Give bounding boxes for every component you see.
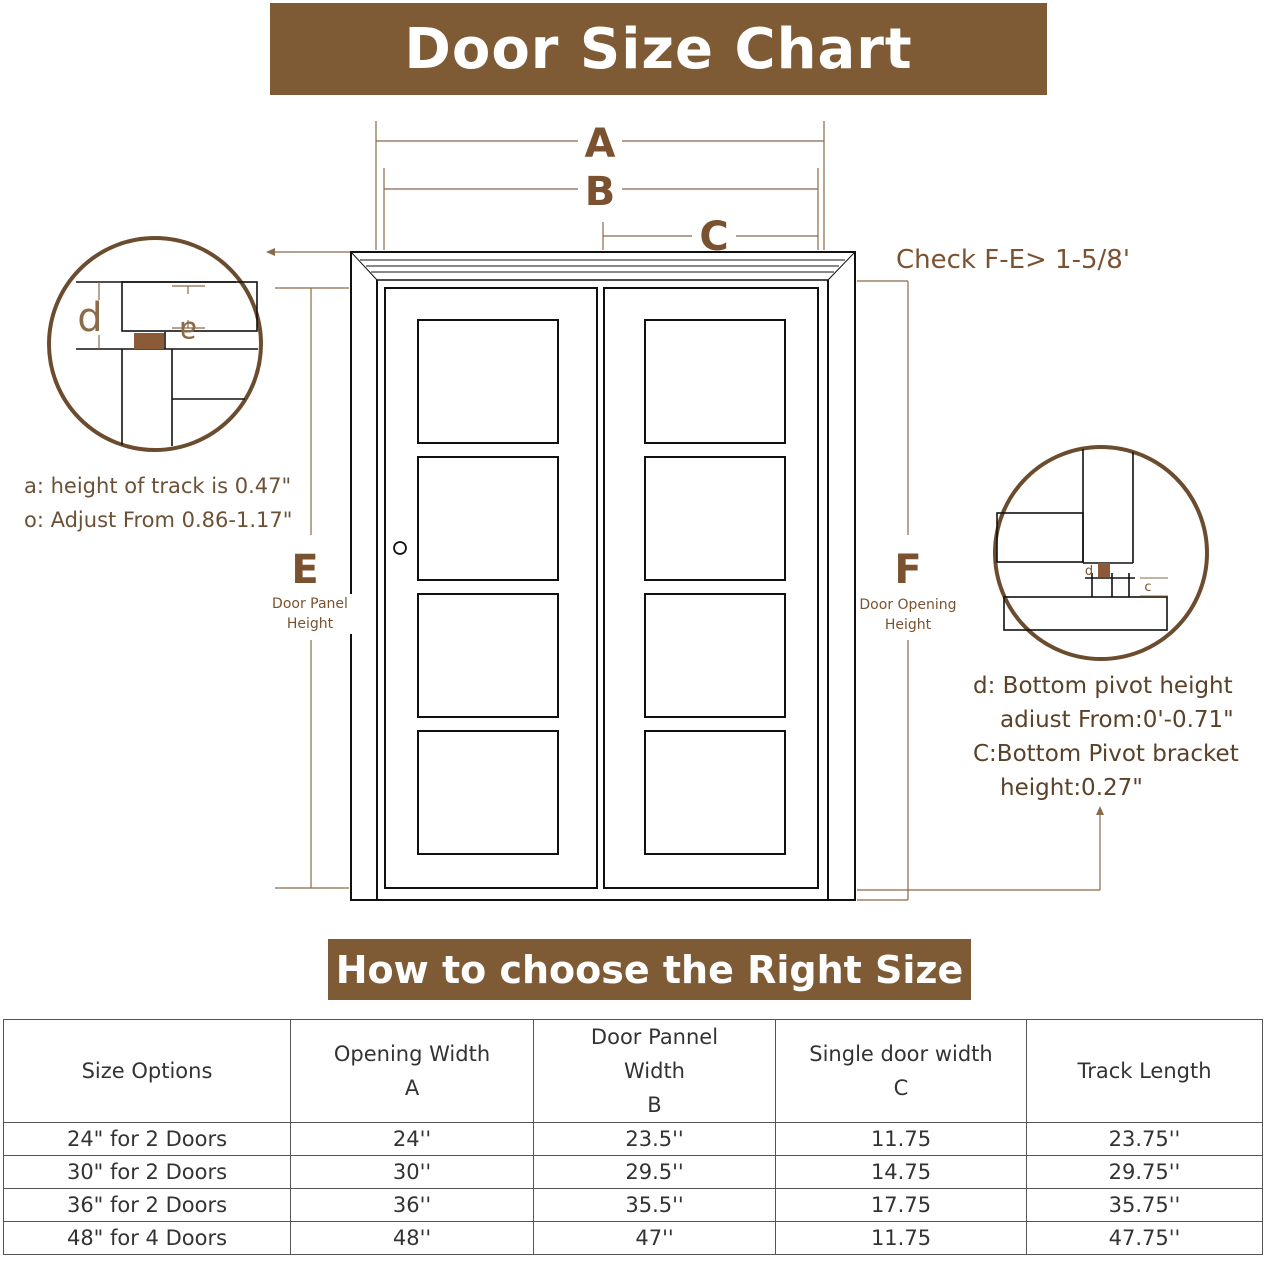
- detail-bottom-d-label: d: [1084, 564, 1094, 579]
- detail-pointer-arrow: [266, 248, 350, 256]
- subtitle: How to choose the Right Size: [335, 947, 964, 992]
- table-cell: 47'': [534, 1222, 776, 1255]
- table-header-row: [4, 1020, 1263, 1123]
- size-table: [3, 1019, 1263, 1255]
- header-panel-width: Door Pannel Width B: [534, 1020, 776, 1123]
- bracket-note: C:Bottom Pivot bracket: [973, 741, 1239, 767]
- track-height-note: a: height of track is 0.47": [24, 474, 292, 498]
- table-cell: 24'': [291, 1123, 534, 1156]
- table-cell: 17.75: [776, 1189, 1027, 1222]
- door-panel-height-caption: Door Panel Height: [262, 594, 358, 634]
- table-cell: 36" for 2 Doors: [4, 1189, 291, 1222]
- table-cell: 24" for 2 Doors: [4, 1123, 291, 1156]
- left-door-panel: [385, 288, 597, 888]
- dimension-f-label: F: [894, 547, 922, 593]
- table-row: [4, 1156, 1263, 1189]
- table-cell: 29.5'': [534, 1156, 776, 1189]
- top-track-detail: [49, 238, 261, 450]
- header-track-length: Track Length: [1027, 1020, 1263, 1123]
- dimension-c-label: C: [699, 214, 729, 260]
- bottom-pivot-detail: [995, 447, 1207, 659]
- table-row: [4, 1123, 1263, 1156]
- bracket-height-note: height:0.27": [1000, 775, 1143, 801]
- pivot-adjust-note: adiust From:0'-0.71": [1000, 707, 1234, 733]
- table-cell: 23.75'': [1027, 1123, 1263, 1156]
- adjust-range-note: o: Adjust From 0.86-1.17": [24, 508, 293, 532]
- chart-title: Door Size Chart: [404, 16, 913, 82]
- check-note: Check F-E> 1-5/8': [896, 245, 1130, 275]
- table-cell: 11.75: [776, 1123, 1027, 1156]
- table-cell: 47.75'': [1027, 1222, 1263, 1255]
- detail-bottom-c-label: c: [1144, 580, 1152, 595]
- table-cell: 11.75: [776, 1222, 1027, 1255]
- table-cell: 48" for 4 Doors: [4, 1222, 291, 1255]
- pivot-height-note: d: Bottom pivot height: [973, 673, 1233, 699]
- header-opening-width: Opening Width A: [291, 1020, 534, 1123]
- table-cell: 29.75'': [1027, 1156, 1263, 1189]
- subtitle-banner: [328, 939, 971, 1000]
- table-cell: 48'': [291, 1222, 534, 1255]
- dimension-b-label: B: [584, 169, 616, 215]
- table-cell: 35.75'': [1027, 1189, 1263, 1222]
- table-cell: 23.5'': [534, 1123, 776, 1156]
- door-knob: [394, 542, 406, 554]
- table-cell: 35.5'': [534, 1189, 776, 1222]
- door-opening-height-caption: Door Opening Height: [859, 597, 957, 633]
- table-cell: 14.75: [776, 1156, 1027, 1189]
- table-cell: 30'': [291, 1156, 534, 1189]
- dimension-a-label: A: [584, 121, 616, 167]
- header-single-door-width: Single door width C: [776, 1020, 1027, 1123]
- dimension-e-label: E: [291, 547, 319, 593]
- table-row: [4, 1189, 1263, 1222]
- detail-top-a-label: a: [178, 314, 198, 349]
- detail-top-d-label: d: [77, 295, 103, 341]
- header-size-options: Size Options: [4, 1020, 291, 1123]
- table-cell: 30" for 2 Doors: [4, 1156, 291, 1189]
- table-row: [4, 1222, 1263, 1255]
- table-cell: 36'': [291, 1189, 534, 1222]
- right-door-panel: [604, 288, 818, 888]
